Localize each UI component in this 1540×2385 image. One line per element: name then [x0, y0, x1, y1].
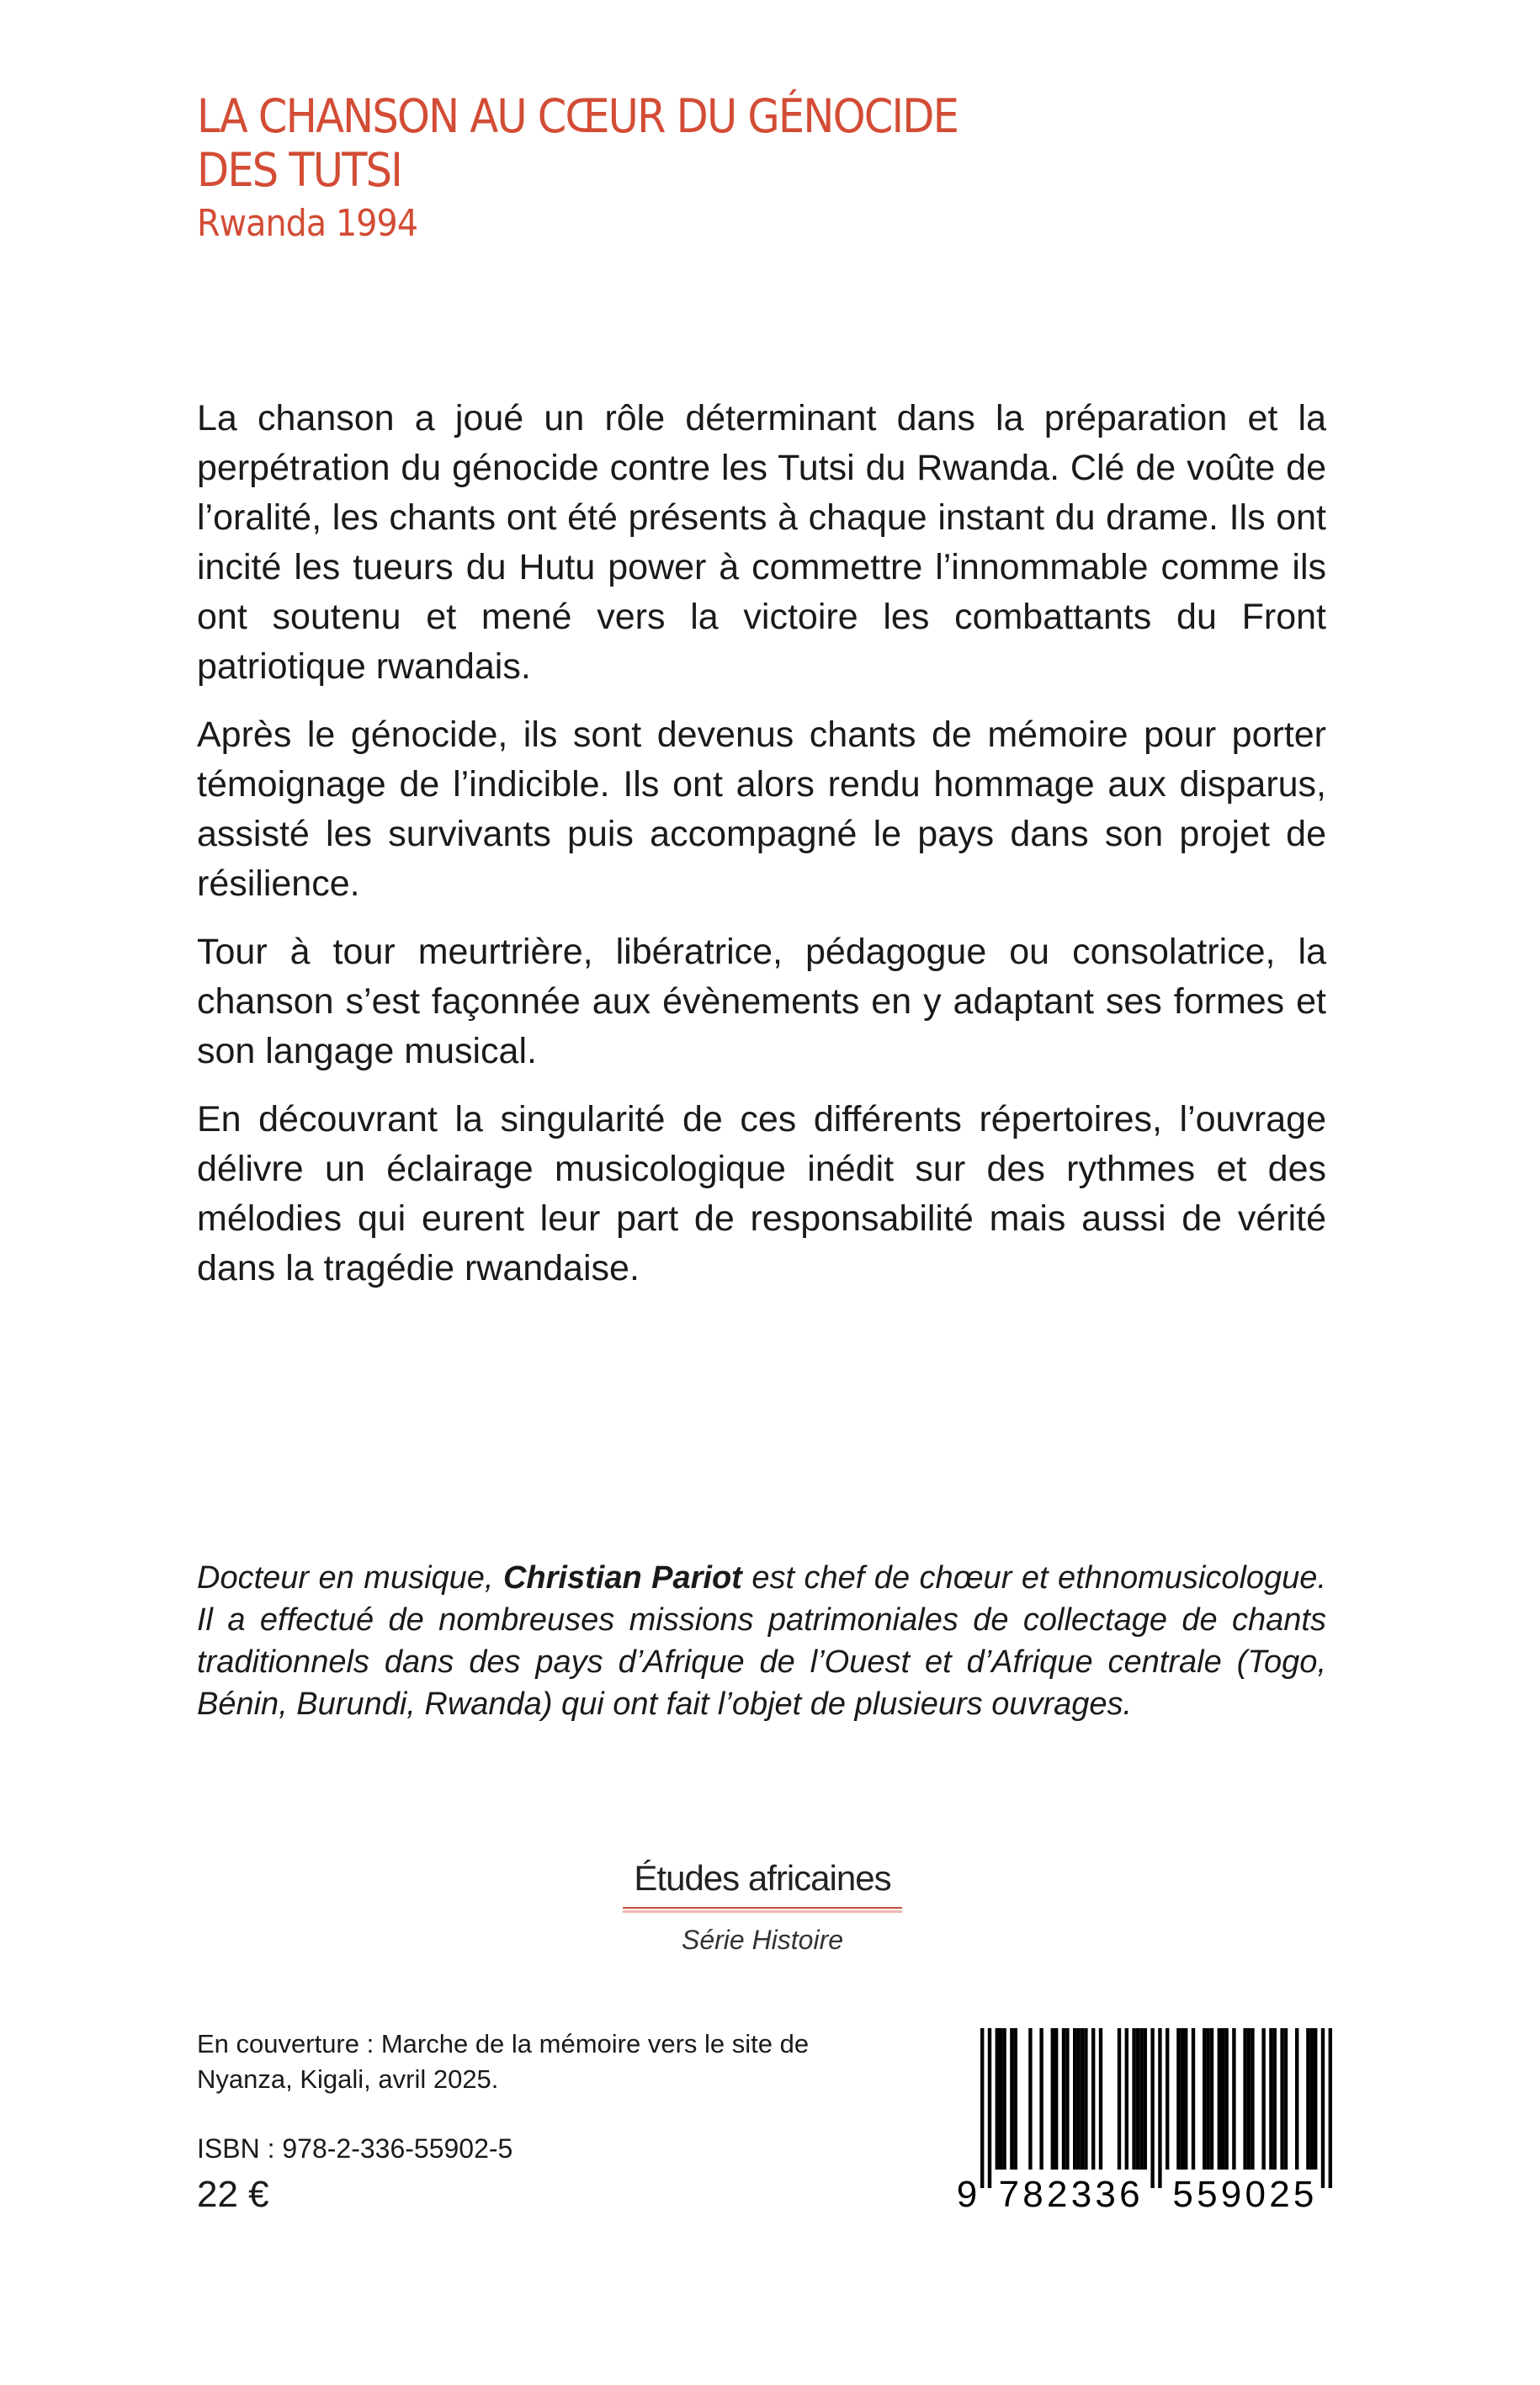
barcode-bar [1210, 2028, 1213, 2170]
barcode-digit-lead: 9 [957, 2174, 978, 2215]
author-name: Christian Pariot [502, 1560, 742, 1596]
barcode-bar [1181, 2028, 1184, 2170]
barcode-bar [1273, 2028, 1277, 2170]
barcode-bar [1329, 2028, 1332, 2188]
author-bio [197, 1557, 1326, 1725]
title-line-1: LA CHANSON AU CŒUR DU GÉNOCIDE [197, 89, 959, 143]
series-logo [594, 1858, 931, 1956]
cover-credit: En couverture : Marche de la mémoire vers le site de Nyanza, Kigali, avril 2025. [197, 2029, 810, 2094]
barcode-digits-left: 782336 [998, 2174, 1140, 2215]
price: 22 € [197, 2174, 269, 2215]
barcode-bar [1150, 2028, 1154, 2188]
barcode-bar [1158, 2028, 1161, 2188]
barcode-bar [1166, 2028, 1169, 2170]
barcode-bar [1081, 2028, 1084, 2170]
barcode-bar [1062, 2028, 1065, 2170]
barcode-bar [1051, 2028, 1054, 2170]
barcode-bar [1176, 2028, 1180, 2170]
barcode-bar [1139, 2028, 1143, 2170]
bio-text: est chef de chœur et ethnomusicologue. Il a effectué de nombreuses missions patrimoniales de collectage de chants traditionnels dans des pays d’Afrique de l’Ouest et d’Afrique centrale (Togo, Bénin, Burundi, Rwanda) qui ont fait l’objet de plusieurs ouvrages. [197, 1560, 1326, 1722]
barcode-bar [996, 2028, 999, 2170]
barcode-bar [1014, 2028, 1017, 2170]
barcode-bar [1184, 2028, 1187, 2170]
summary-paragraph: En découvrant la singularité de ces différents répertoires, l’ouvrage délivre un éclairage musicologique inédit sur des rythmes et des mélodies qui eurent leur part de responsabilité mais aussi de vérité dans la tragédie rwandaise. [197, 1099, 1326, 1288]
barcode-bar [1243, 2028, 1246, 2170]
barcode-bar [1321, 2028, 1325, 2188]
summary [197, 394, 1326, 1312]
barcode-bar [1010, 2028, 1013, 2170]
series-subseries: Série Histoire [681, 1925, 844, 1955]
barcode-bar [1091, 2028, 1095, 2170]
barcode-bar [1206, 2028, 1209, 2170]
barcode [957, 2028, 1344, 2218]
barcode-bar [1099, 2028, 1102, 2170]
barcode-bar [1028, 2028, 1032, 2170]
barcode-bar [1073, 2028, 1076, 2170]
barcode-bar [1280, 2028, 1283, 2170]
summary-paragraph: La chanson a joué un rôle déterminant dans la préparation et la perpétration du génocide contre les Tutsi du Rwanda. Clé de voûte de l’oralité, les chants ont été présents à chaque instant du drame. Ils ont incité les tueurs du Hutu power à commettre l’innommable comme ils ont soutenu et mené vers la victoire les combattants du Front patriotique rwandais. [197, 398, 1326, 687]
barcode-bar [1076, 2028, 1080, 2170]
barcode-bar [1203, 2028, 1206, 2170]
barcode-bar [1084, 2028, 1087, 2170]
barcode-bar [1192, 2028, 1195, 2170]
barcode-bar [1261, 2028, 1265, 2170]
book-subtitle: Rwanda 1994 [197, 202, 418, 245]
barcode-bar [1224, 2028, 1228, 2170]
book-title [197, 89, 958, 197]
barcode-bar [1065, 2028, 1069, 2170]
barcode-bar [1314, 2028, 1317, 2170]
isbn: ISBN : 978-2-336-55902-5 [197, 2133, 513, 2164]
barcode-bar [1218, 2028, 1221, 2170]
barcode-bar [1247, 2028, 1251, 2170]
barcode-bar [1054, 2028, 1058, 2170]
bio-text: Docteur en musique, [197, 1560, 503, 1596]
barcode-bar [1002, 2028, 1006, 2170]
barcode-digits-right: 559025 [1172, 2174, 1314, 2215]
barcode-bar [1125, 2028, 1128, 2170]
barcode-bar [1136, 2028, 1139, 2170]
barcode-bar [1306, 2028, 1309, 2170]
barcode-bar [1144, 2028, 1147, 2170]
barcode-bar [988, 2028, 991, 2188]
series-rule [623, 1907, 902, 1909]
title-line-2: DES TUTSI [197, 143, 402, 197]
barcode-bar [1118, 2028, 1121, 2170]
series-rule [623, 1910, 902, 1913]
barcode-bar [1295, 2028, 1298, 2170]
barcode-bar [999, 2028, 1002, 2170]
barcode-bar [980, 2028, 984, 2188]
series-name: Études africaines [634, 1858, 891, 1898]
barcode-bar [1132, 2028, 1135, 2170]
barcode-bar [1269, 2028, 1272, 2170]
barcode-bar [1284, 2028, 1288, 2170]
summary-paragraph: Tour à tour meurtrière, libératrice, pédagogue ou consolatrice, la chanson s’est façonnée aux évènements en y adaptant ses formes et son langage musical. [197, 932, 1326, 1071]
summary-paragraph: Après le génocide, ils sont devenus chants de mémoire pour porter témoignage de l’indicible. Ils ont alors rendu hommage aux disparus, assisté les survivants puis accompagné le pays dans son projet de résilience. [197, 714, 1326, 904]
barcode-bar [1251, 2028, 1254, 2170]
barcode-bar [1310, 2028, 1314, 2170]
barcode-bar [1221, 2028, 1224, 2170]
barcode-bar [1232, 2028, 1235, 2170]
barcode-bar [1039, 2028, 1043, 2170]
